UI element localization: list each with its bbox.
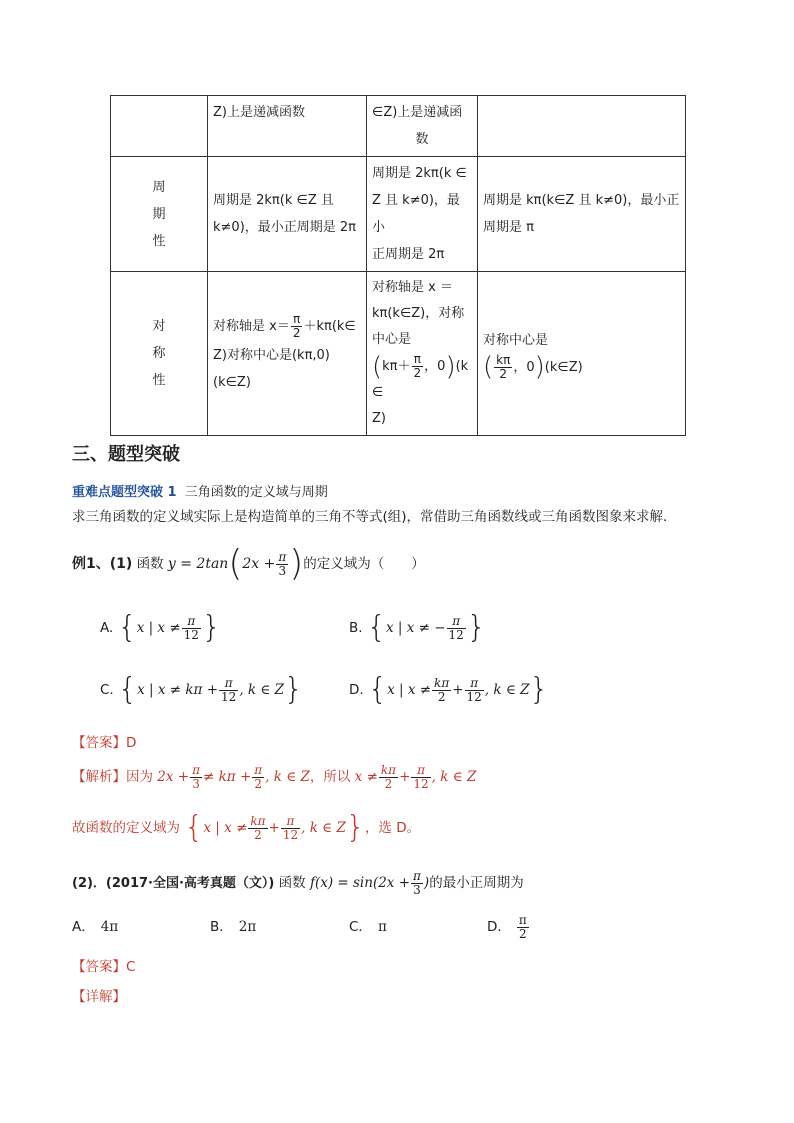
answer-value: C bbox=[126, 959, 136, 975]
fraction: $\frac{k\pi}{2}$ bbox=[434, 675, 450, 704]
fraction: $\frac{\pi}{2}$ bbox=[518, 912, 527, 941]
analysis-label: 【解析】 bbox=[72, 769, 126, 785]
header-char: 称 bbox=[152, 346, 166, 361]
fraction: $\frac{\pi}{12}$ bbox=[413, 762, 429, 791]
option-letter: D. bbox=[349, 682, 364, 698]
option-b[interactable]: B. {x | x ≠ − $\frac{\pi}{12}$ } bbox=[349, 610, 486, 645]
table-cell bbox=[367, 96, 478, 157]
option-letter: C． bbox=[349, 919, 372, 935]
fraction: $\frac{\pi}{3}$ bbox=[192, 762, 200, 791]
ex2-option-c[interactable] bbox=[349, 912, 387, 942]
option-letter: B. bbox=[349, 620, 363, 636]
math-expr: x | x ≠ bbox=[387, 682, 432, 698]
answer-value: D bbox=[126, 735, 137, 751]
answer-1 bbox=[72, 731, 136, 751]
fraction: $\frac{\pi}{12}$ bbox=[282, 813, 299, 842]
table-row bbox=[111, 272, 686, 436]
fraction: $\frac{\pi}{2}$ bbox=[292, 311, 301, 340]
focus-title: 三角函数的定义域与周期 bbox=[184, 485, 328, 500]
table-cell bbox=[478, 272, 686, 436]
cell-formula: (kπ＋ $\frac{\pi}{2}$ ，0)(k ∈ bbox=[372, 351, 469, 400]
cell-text: 对称中心是 bbox=[483, 332, 549, 348]
example2-question: (2)．(2017·全国·高考真题（文）) 函数 f(x) = sin(2x + $\frac{\pi}{3}$ )的最小正周期为 bbox=[72, 868, 524, 897]
ex2-option-a[interactable] bbox=[72, 912, 118, 942]
math-expr: x | x ≠ kπ + bbox=[137, 682, 219, 698]
conclusion-text: ，选 D。 bbox=[364, 820, 421, 836]
fraction: $\frac{\pi}{3}$ bbox=[278, 549, 287, 578]
table-cell bbox=[367, 157, 478, 272]
table-cell-empty bbox=[111, 96, 208, 157]
header-char: 对 bbox=[152, 319, 166, 334]
header-char: 周 bbox=[152, 179, 166, 195]
fraction: $\frac{k\pi}{2}$ bbox=[380, 762, 397, 791]
row-header-symmetry bbox=[111, 272, 208, 436]
cell-text: 周期是 2kπ(k ∈ bbox=[372, 166, 467, 181]
cell-text: 正周期是 2π bbox=[372, 247, 445, 262]
q-text: 的最小正周期为 bbox=[429, 875, 524, 891]
fraction: $\frac{\pi}{12}$ bbox=[183, 613, 199, 642]
table-cell bbox=[367, 272, 478, 436]
cell-text: Z) bbox=[372, 411, 386, 426]
cell-text: 周期是 2kπ(k ∈Z 且 bbox=[213, 193, 334, 208]
cell-text: kπ(k∈Z)，对称 bbox=[372, 306, 465, 321]
cell-formula bbox=[213, 312, 361, 342]
conclusion-line: 故函数的定义域为 {x | x ≠ $\frac{k\pi}{2}$ + $\frac{\pi}{12}$ , k ∈ Z}，选 D。 bbox=[72, 810, 421, 845]
ex2-option-d[interactable] bbox=[487, 908, 530, 946]
math-expr: x | x ≠ bbox=[136, 620, 181, 636]
math-expr: y = 2tan bbox=[167, 556, 229, 572]
focus-heading bbox=[72, 481, 328, 500]
example2-label: (2)．(2017·全国·高考真题（文）) bbox=[72, 876, 275, 891]
option-letter: A. bbox=[100, 620, 114, 636]
math-expr: f(x) = sin(2x + bbox=[309, 875, 411, 891]
table-row bbox=[111, 96, 686, 157]
cell-formula: ( $\frac{k\pi}{2}$ ，0)(k∈Z) bbox=[483, 351, 583, 382]
cell-text: 中心是 bbox=[372, 332, 412, 347]
table-cell-empty bbox=[478, 96, 686, 157]
option-letter: B． bbox=[210, 919, 233, 935]
analysis-text: 因为 bbox=[126, 769, 153, 785]
cell-text: Z)对称中心是(kπ,0)(k∈Z) bbox=[213, 347, 330, 390]
property-table bbox=[110, 95, 686, 436]
answer-label: 【答案】 bbox=[72, 735, 126, 751]
math-expr: x | x ≠ − bbox=[385, 620, 446, 636]
fraction: $\frac{\pi}{12}$ bbox=[221, 675, 237, 704]
cell-text: k≠0)，最小正周期是 2π bbox=[213, 220, 356, 235]
focus-label: 重难点题型突破 1 bbox=[72, 485, 177, 500]
fraction: $\frac{\pi}{12}$ bbox=[466, 675, 482, 704]
cell-text: 对称轴是 x＝ bbox=[213, 318, 290, 334]
detail-label: 【详解】 bbox=[72, 989, 126, 1005]
option-value: π bbox=[377, 919, 387, 935]
math-expr: , k ∈ Z bbox=[484, 682, 530, 698]
cell-text: ＋kπ(k∈ bbox=[303, 318, 356, 334]
fraction: $\frac{\pi}{12}$ bbox=[448, 613, 464, 642]
option-value: 4π bbox=[100, 919, 119, 935]
option-letter: D． bbox=[487, 919, 511, 935]
cell-text: Z 且 k≠0)，最小 bbox=[372, 193, 460, 235]
answer-2 bbox=[72, 955, 135, 975]
fraction: $\frac{\pi}{2}$ bbox=[254, 762, 263, 791]
option-c[interactable]: C. {x | x ≠ kπ + $\frac{\pi}{12}$ , k ∈ Z} bbox=[100, 672, 304, 707]
cell-text: ∈Z)上是递减函 bbox=[372, 105, 463, 120]
table-cell bbox=[478, 157, 686, 272]
header-char: 期 bbox=[152, 206, 166, 222]
intro-text: 求三角函数的定义域实际上是构造简单的三角不等式(组)，常借助三角函数线或三角函数图象来求解． bbox=[72, 509, 677, 525]
cell-text: 周期是 π bbox=[483, 220, 534, 235]
option-value: 2π bbox=[238, 919, 257, 935]
fraction: $\frac{\pi}{3}$ bbox=[413, 868, 421, 897]
fraction: $\frac{k\pi}{2}$ bbox=[496, 352, 511, 381]
ex2-option-b[interactable] bbox=[210, 912, 256, 942]
answer-label: 【答案】 bbox=[72, 959, 126, 975]
table-cell bbox=[208, 157, 367, 272]
option-a[interactable]: A. {x | x ≠ $\frac{\pi}{12}$ } bbox=[100, 610, 222, 645]
option-letter: C. bbox=[100, 682, 114, 698]
section-title: 三、题型突破 bbox=[72, 444, 180, 465]
option-d[interactable]: D. {x | x ≠ $\frac{k\pi}{2}$ + $\frac{\pi}{12}$ , k ∈ Z} bbox=[349, 672, 549, 707]
table-cell bbox=[208, 272, 367, 436]
table-row bbox=[111, 157, 686, 272]
q-text: 函数 bbox=[136, 556, 164, 572]
cell-text: 数 bbox=[415, 132, 429, 147]
example1-label: 例1、(1) bbox=[72, 556, 133, 572]
math-expr: 2x + bbox=[242, 556, 276, 572]
q-text: 函数 bbox=[278, 875, 306, 891]
cell-text: 周期是 kπ(k∈Z 且 k≠0)，最小正 bbox=[483, 193, 680, 208]
example1-question: 例1、(1) 函数 y = 2tan(2x + $\frac{\pi}{3}$ )的定义域为（ ） bbox=[72, 543, 425, 584]
math-expr: + bbox=[452, 682, 464, 698]
conclusion-text: 故函数的定义域为 bbox=[72, 820, 180, 836]
cell-text: Z)上是递减函数 bbox=[213, 105, 305, 120]
math-expr: , k ∈ Z bbox=[239, 682, 285, 698]
q-text: 的定义域为（ ） bbox=[303, 556, 425, 572]
table-cell bbox=[208, 96, 367, 157]
analysis-text: ，所以 bbox=[309, 769, 351, 785]
header-char: 性 bbox=[152, 373, 166, 388]
fraction: $\frac{\pi}{2}$ bbox=[413, 352, 422, 380]
analysis-line: 【解析】因为 2x + $\frac{\pi}{3}$ ≠ kπ + $\frac{\pi}{2}$ , k ∈ Z，所以 x ≠ $\frac{k\pi}{2}$ + $\frac{\pi}{12}$ , k ∈ Z bbox=[72, 762, 477, 791]
fraction: $\frac{k\pi}{2}$ bbox=[250, 813, 266, 842]
option-letter: A． bbox=[72, 919, 95, 935]
row-header-period bbox=[111, 157, 208, 272]
header-char: 性 bbox=[152, 233, 166, 249]
cell-text: 对称轴是 x ＝ bbox=[372, 280, 453, 295]
